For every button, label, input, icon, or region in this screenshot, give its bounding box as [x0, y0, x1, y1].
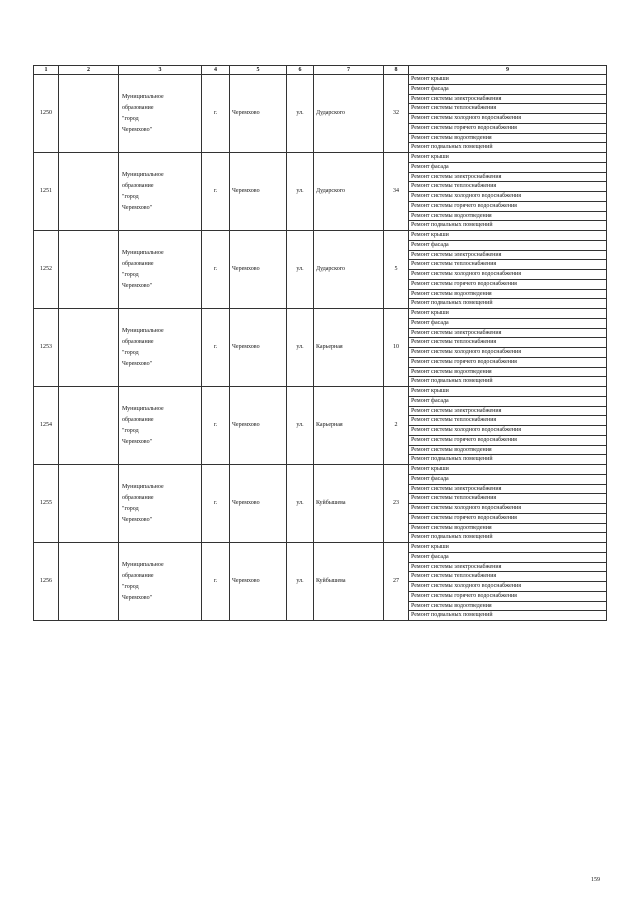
owner-line: "город — [122, 115, 139, 122]
repair-work-item: Ремонт крыши — [409, 387, 607, 397]
repair-work-item: Ремонт системы электроснабжения — [409, 94, 607, 104]
repair-work-item: Ремонт системы горячего водоснабжения — [409, 201, 607, 211]
owner-line: Муниципальное — [122, 171, 164, 178]
owner-line: образование — [122, 260, 154, 267]
page-number: 159 — [591, 877, 600, 883]
col-header-3: 3 — [119, 66, 202, 75]
street-name: Куйбышева — [314, 465, 384, 543]
repair-work-item: Ремонт системы электроснабжения — [409, 484, 607, 494]
town-name: Черемхово — [230, 543, 287, 621]
col-header-4: 4 — [202, 66, 230, 75]
table-row — [34, 75, 607, 85]
owner-line: образование — [122, 416, 154, 423]
owner-line: образование — [122, 182, 154, 189]
owner-line: "город — [122, 349, 139, 356]
repair-work-item: Ремонт системы теплоснабжения — [409, 572, 607, 582]
owner-line: Черемхово" — [122, 594, 153, 601]
repair-work-item: Ремонт системы электроснабжения — [409, 250, 607, 260]
street-name: Дударского — [314, 231, 384, 309]
owner-cell — [119, 75, 202, 153]
repair-work-item: Ремонт подвальных помещений — [409, 221, 607, 231]
repair-work-item: Ремонт системы горячего водоснабжения — [409, 357, 607, 367]
repair-work-item: Ремонт системы электроснабжения — [409, 328, 607, 338]
house-number: 27 — [384, 543, 409, 621]
repair-work-item: Ремонт подвальных помещений — [409, 377, 607, 387]
street-prefix: ул. — [287, 543, 314, 621]
record-number: 1252 — [34, 231, 59, 309]
record-number: 1256 — [34, 543, 59, 621]
table-row — [34, 153, 607, 163]
repair-work-item: Ремонт системы теплоснабжения — [409, 104, 607, 114]
repair-work-item: Ремонт системы горячего водоснабжения — [409, 123, 607, 133]
street-prefix: ул. — [287, 231, 314, 309]
repair-work-item: Ремонт подвальных помещений — [409, 299, 607, 309]
record-number: 1255 — [34, 465, 59, 543]
street-prefix: ул. — [287, 153, 314, 231]
street-prefix: ул. — [287, 387, 314, 465]
house-number: 2 — [384, 387, 409, 465]
owner-cell — [119, 465, 202, 543]
owner-line: "город — [122, 271, 139, 278]
header-row — [34, 66, 607, 75]
owner-line: "город — [122, 427, 139, 434]
table-row — [34, 543, 607, 553]
repair-work-item: Ремонт фасада — [409, 84, 607, 94]
repair-work-item: Ремонт системы горячего водоснабжения — [409, 513, 607, 523]
owner-cell — [119, 153, 202, 231]
repair-work-item: Ремонт крыши — [409, 309, 607, 319]
repair-work-item: Ремонт системы холодного водоснабжения — [409, 192, 607, 202]
table-row — [34, 231, 607, 241]
repair-work-item: Ремонт системы теплоснабжения — [409, 338, 607, 348]
repair-work-item: Ремонт крыши — [409, 231, 607, 241]
col-header-1: 1 — [34, 66, 59, 75]
repair-work-item: Ремонт системы электроснабжения — [409, 562, 607, 572]
owner-cell — [119, 387, 202, 465]
repair-work-item: Ремонт крыши — [409, 465, 607, 475]
record-number: 1250 — [34, 75, 59, 153]
owner-line: "город — [122, 193, 139, 200]
owner-line: Черемхово" — [122, 360, 153, 367]
record-number: 1251 — [34, 153, 59, 231]
repair-work-item: Ремонт системы холодного водоснабжения — [409, 114, 607, 124]
empty-cell — [59, 543, 119, 621]
repair-work-item: Ремонт системы теплоснабжения — [409, 260, 607, 270]
record-number: 1254 — [34, 387, 59, 465]
city-prefix: г. — [202, 387, 230, 465]
owner-line: "город — [122, 583, 139, 590]
repair-work-item: Ремонт системы водоотведения — [409, 445, 607, 455]
town-name: Черемхово — [230, 75, 287, 153]
owner-line: образование — [122, 104, 154, 111]
owner-line: "город — [122, 505, 139, 512]
repair-work-item: Ремонт системы водоотведения — [409, 211, 607, 221]
col-header-7: 7 — [314, 66, 384, 75]
empty-cell — [59, 387, 119, 465]
town-name: Черемхово — [230, 465, 287, 543]
city-prefix: г. — [202, 231, 230, 309]
repair-work-item: Ремонт крыши — [409, 153, 607, 163]
town-name: Черемхово — [230, 309, 287, 387]
owner-line: Черемхово" — [122, 126, 153, 133]
owner-line: Муниципальное — [122, 93, 164, 100]
empty-cell — [59, 153, 119, 231]
repair-work-item: Ремонт фасада — [409, 552, 607, 562]
owner-line: Черемхово" — [122, 438, 153, 445]
empty-cell — [59, 309, 119, 387]
owner-line: Черемхово" — [122, 282, 153, 289]
repair-work-item: Ремонт системы горячего водоснабжения — [409, 279, 607, 289]
repair-work-item: Ремонт системы водоотведения — [409, 133, 607, 143]
table-body — [34, 75, 607, 621]
repair-work-item: Ремонт системы водоотведения — [409, 523, 607, 533]
city-prefix: г. — [202, 309, 230, 387]
owner-line: Муниципальное — [122, 483, 164, 490]
col-header-8: 8 — [384, 66, 409, 75]
town-name: Черемхово — [230, 153, 287, 231]
col-header-5: 5 — [230, 66, 287, 75]
repair-work-item: Ремонт системы теплоснабжения — [409, 182, 607, 192]
repair-work-item: Ремонт системы электроснабжения — [409, 172, 607, 182]
repair-work-item: Ремонт подвальных помещений — [409, 533, 607, 543]
house-number: 10 — [384, 309, 409, 387]
owner-cell — [119, 309, 202, 387]
town-name: Черемхово — [230, 231, 287, 309]
table-row — [34, 309, 607, 319]
repair-work-item: Ремонт системы холодного водоснабжения — [409, 348, 607, 358]
street-name: Карьерная — [314, 309, 384, 387]
table-row — [34, 387, 607, 397]
owner-line: образование — [122, 338, 154, 345]
repair-work-item: Ремонт системы электроснабжения — [409, 406, 607, 416]
house-number: 5 — [384, 231, 409, 309]
repair-work-item: Ремонт системы горячего водоснабжения — [409, 591, 607, 601]
repair-work-item: Ремонт фасада — [409, 318, 607, 328]
owner-line: Муниципальное — [122, 561, 164, 568]
street-name: Карьерная — [314, 387, 384, 465]
repair-work-item: Ремонт крыши — [409, 543, 607, 553]
owner-line: Муниципальное — [122, 249, 164, 256]
repair-work-item: Ремонт системы теплоснабжения — [409, 494, 607, 504]
repair-work-item: Ремонт системы водоотведения — [409, 289, 607, 299]
repair-work-item: Ремонт системы горячего водоснабжения — [409, 435, 607, 445]
repair-work-item: Ремонт фасада — [409, 474, 607, 484]
street-name: Дударского — [314, 75, 384, 153]
city-prefix: г. — [202, 153, 230, 231]
house-number: 34 — [384, 153, 409, 231]
repair-work-item: Ремонт подвальных помещений — [409, 611, 607, 621]
table-row — [34, 465, 607, 475]
owner-cell — [119, 543, 202, 621]
owner-line: образование — [122, 572, 154, 579]
city-prefix: г. — [202, 543, 230, 621]
repair-work-item: Ремонт системы холодного водоснабжения — [409, 582, 607, 592]
record-number: 1253 — [34, 309, 59, 387]
owner-line: Муниципальное — [122, 405, 164, 412]
repair-work-item: Ремонт подвальных помещений — [409, 143, 607, 153]
city-prefix: г. — [202, 465, 230, 543]
street-prefix: ул. — [287, 309, 314, 387]
repair-work-item: Ремонт системы холодного водоснабжения — [409, 504, 607, 514]
owner-line: Черемхово" — [122, 516, 153, 523]
repair-work-item: Ремонт системы водоотведения — [409, 601, 607, 611]
repair-work-item: Ремонт системы холодного водоснабжения — [409, 270, 607, 280]
housing-repair-table — [33, 65, 607, 621]
empty-cell — [59, 231, 119, 309]
col-header-6: 6 — [287, 66, 314, 75]
street-prefix: ул. — [287, 465, 314, 543]
owner-line: образование — [122, 494, 154, 501]
city-prefix: г. — [202, 75, 230, 153]
repair-work-item: Ремонт фасада — [409, 162, 607, 172]
street-name: Дударского — [314, 153, 384, 231]
repair-work-item: Ремонт системы водоотведения — [409, 367, 607, 377]
house-number: 23 — [384, 465, 409, 543]
town-name: Черемхово — [230, 387, 287, 465]
repair-work-item: Ремонт системы теплоснабжения — [409, 416, 607, 426]
empty-cell — [59, 465, 119, 543]
repair-work-item: Ремонт системы холодного водоснабжения — [409, 426, 607, 436]
repair-work-item: Ремонт крыши — [409, 75, 607, 85]
owner-line: Муниципальное — [122, 327, 164, 334]
empty-cell — [59, 75, 119, 153]
owner-line: Черемхово" — [122, 204, 153, 211]
col-header-9: 9 — [409, 66, 607, 75]
repair-work-item: Ремонт фасада — [409, 240, 607, 250]
repair-work-item: Ремонт подвальных помещений — [409, 455, 607, 465]
owner-cell — [119, 231, 202, 309]
repair-work-item: Ремонт фасада — [409, 396, 607, 406]
street-name: Куйбышева — [314, 543, 384, 621]
house-number: 32 — [384, 75, 409, 153]
col-header-2: 2 — [59, 66, 119, 75]
street-prefix: ул. — [287, 75, 314, 153]
